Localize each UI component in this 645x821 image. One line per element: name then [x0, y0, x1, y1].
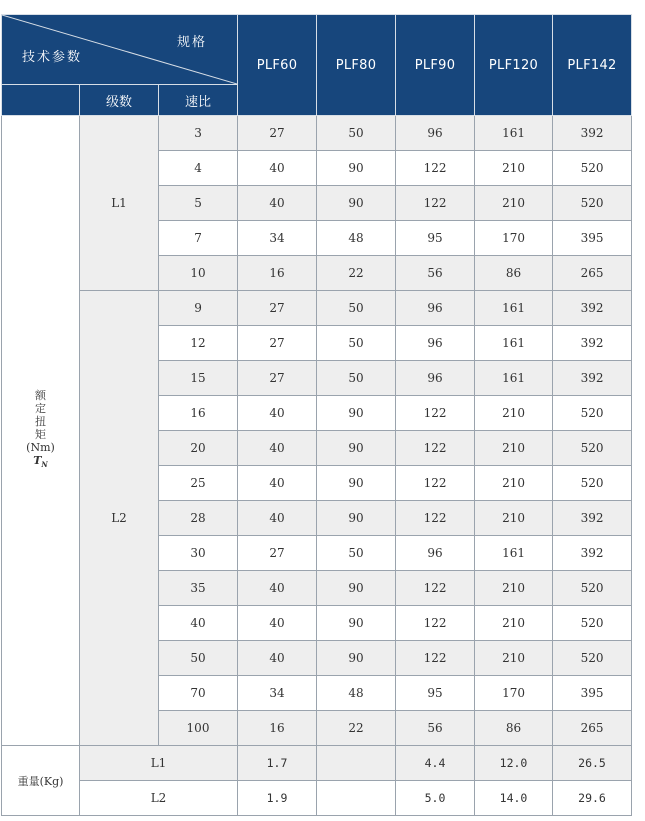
model-header-plf60: PLF60 [238, 15, 317, 116]
torque-value-cell: 50 [317, 116, 396, 151]
ratio-cell: 40 [159, 606, 238, 641]
torque-value-cell: 90 [317, 641, 396, 676]
ratio-cell: 28 [159, 501, 238, 536]
torque-value-cell: 122 [396, 186, 475, 221]
ratio-cell: 4 [159, 151, 238, 186]
stage-cell-l2: L2 [80, 291, 159, 746]
ratio-cell: 16 [159, 396, 238, 431]
torque-value-cell: 122 [396, 466, 475, 501]
weight-row [2, 781, 632, 816]
torque-value-cell: 170 [475, 676, 553, 711]
torque-value-cell: 122 [396, 641, 475, 676]
torque-value-cell: 161 [475, 326, 553, 361]
weight-value-cell: 1.9 [238, 781, 317, 816]
ratio-cell: 30 [159, 536, 238, 571]
torque-value-cell: 210 [475, 151, 553, 186]
torque-value-cell: 520 [553, 396, 632, 431]
torque-value-cell: 392 [553, 536, 632, 571]
table-row [2, 291, 632, 326]
weight-value-cell: 5.0 [396, 781, 475, 816]
torque-value-cell: 96 [396, 536, 475, 571]
ratio-cell: 3 [159, 116, 238, 151]
ratio-cell: 15 [159, 361, 238, 396]
torque-value-cell: 40 [238, 186, 317, 221]
torque-value-cell: 40 [238, 641, 317, 676]
torque-value-cell: 90 [317, 431, 396, 466]
weight-value-cell: 12.0 [475, 746, 553, 781]
torque-value-cell: 50 [317, 291, 396, 326]
torque-value-cell: 40 [238, 501, 317, 536]
weight-value-cell: 29.6 [553, 781, 632, 816]
ratio-cell: 5 [159, 186, 238, 221]
torque-value-cell: 16 [238, 256, 317, 291]
torque-value-cell: 27 [238, 536, 317, 571]
torque-value-cell: 27 [238, 361, 317, 396]
ratio-cell: 70 [159, 676, 238, 711]
torque-value-cell: 56 [396, 256, 475, 291]
torque-value-cell: 90 [317, 396, 396, 431]
ratio-header: 速比 [159, 85, 238, 116]
torque-value-cell: 392 [553, 291, 632, 326]
torque-value-cell: 56 [396, 711, 475, 746]
torque-unit: (Nm) [26, 441, 55, 455]
torque-value-cell: 90 [317, 186, 396, 221]
model-header-plf80: PLF80 [317, 15, 396, 116]
torque-value-cell: 95 [396, 676, 475, 711]
weight-value-cell: 14.0 [475, 781, 553, 816]
torque-value-cell: 40 [238, 571, 317, 606]
torque-value-cell: 95 [396, 221, 475, 256]
tech-params-label: 技术参数 [22, 50, 83, 65]
torque-value-cell: 96 [396, 116, 475, 151]
torque-value-cell: 161 [475, 361, 553, 396]
torque-value-cell: 90 [317, 571, 396, 606]
weight-value-cell: 4.4 [396, 746, 475, 781]
weight-value-cell [317, 781, 396, 816]
torque-value-cell: 395 [553, 221, 632, 256]
torque-value-cell: 34 [238, 221, 317, 256]
stage-cell-l1: L1 [80, 116, 159, 291]
torque-value-cell: 90 [317, 606, 396, 641]
header-corner-cell [2, 15, 238, 85]
spec-table [1, 14, 632, 816]
torque-value-cell: 96 [396, 291, 475, 326]
torque-value-cell: 50 [317, 361, 396, 396]
torque-value-cell: 40 [238, 431, 317, 466]
torque-value-cell: 122 [396, 606, 475, 641]
ratio-cell: 7 [159, 221, 238, 256]
ratio-cell: 50 [159, 641, 238, 676]
model-header-plf90: PLF90 [396, 15, 475, 116]
torque-value-cell: 122 [396, 501, 475, 536]
torque-value-cell: 210 [475, 431, 553, 466]
torque-value-cell: 22 [317, 711, 396, 746]
torque-value-cell: 40 [238, 466, 317, 501]
torque-value-cell: 520 [553, 186, 632, 221]
torque-value-cell: 210 [475, 466, 553, 501]
torque-value-cell: 210 [475, 501, 553, 536]
torque-value-cell: 210 [475, 606, 553, 641]
torque-value-cell: 265 [553, 256, 632, 291]
torque-value-cell: 520 [553, 151, 632, 186]
torque-value-cell: 210 [475, 571, 553, 606]
model-header-plf142: PLF142 [553, 15, 632, 116]
torque-value-cell: 90 [317, 466, 396, 501]
torque-value-cell: 50 [317, 326, 396, 361]
weight-stage-cell: L2 [80, 781, 238, 816]
torque-value-cell: 210 [475, 641, 553, 676]
torque-value-cell: 520 [553, 431, 632, 466]
torque-value-cell: 16 [238, 711, 317, 746]
torque-value-cell: 48 [317, 221, 396, 256]
torque-value-cell: 27 [238, 326, 317, 361]
rated-torque-char: 定 [35, 402, 46, 416]
rated-torque-char: 扭 [35, 415, 46, 429]
table-row [2, 116, 632, 151]
torque-value-cell: 40 [238, 151, 317, 186]
torque-value-cell: 86 [475, 711, 553, 746]
rated-torque-char: 额 [35, 389, 46, 403]
ratio-cell: 35 [159, 571, 238, 606]
rated-torque-char: 矩 [35, 428, 46, 442]
torque-value-cell: 392 [553, 326, 632, 361]
torque-value-cell: 27 [238, 116, 317, 151]
ratio-cell: 100 [159, 711, 238, 746]
weight-value-cell [317, 746, 396, 781]
torque-value-cell: 27 [238, 291, 317, 326]
torque-value-cell: 48 [317, 676, 396, 711]
torque-value-cell: 161 [475, 536, 553, 571]
torque-value-cell: 170 [475, 221, 553, 256]
ratio-cell: 10 [159, 256, 238, 291]
torque-value-cell: 392 [553, 116, 632, 151]
torque-value-cell: 520 [553, 641, 632, 676]
weight-label: 重量(Kg) [2, 746, 80, 816]
torque-symbol [2, 454, 79, 471]
header-blank-cell [2, 85, 80, 116]
torque-value-cell: 392 [553, 361, 632, 396]
torque-value-cell: 520 [553, 606, 632, 641]
torque-value-cell: 40 [238, 396, 317, 431]
spec-label: 规格 [177, 35, 208, 50]
torque-value-cell: 34 [238, 676, 317, 711]
torque-value-cell: 210 [475, 396, 553, 431]
torque-value-cell: 86 [475, 256, 553, 291]
torque-value-cell: 161 [475, 116, 553, 151]
torque-symbol-letter: T [33, 454, 42, 468]
weight-value-cell: 1.7 [238, 746, 317, 781]
torque-value-cell: 210 [475, 186, 553, 221]
weight-value-cell: 26.5 [553, 746, 632, 781]
weight-stage-cell: L1 [80, 746, 238, 781]
torque-value-cell: 161 [475, 291, 553, 326]
torque-value-cell: 90 [317, 501, 396, 536]
torque-value-cell: 122 [396, 571, 475, 606]
rated-torque-label [2, 116, 80, 746]
weight-row [2, 746, 632, 781]
torque-value-cell: 90 [317, 151, 396, 186]
ratio-cell: 12 [159, 326, 238, 361]
torque-value-cell: 520 [553, 466, 632, 501]
torque-value-cell: 122 [396, 396, 475, 431]
torque-value-cell: 392 [553, 501, 632, 536]
torque-value-cell: 395 [553, 676, 632, 711]
torque-value-cell: 122 [396, 151, 475, 186]
torque-value-cell: 96 [396, 326, 475, 361]
torque-value-cell: 265 [553, 711, 632, 746]
model-header-plf120: PLF120 [475, 15, 553, 116]
torque-value-cell: 520 [553, 571, 632, 606]
torque-symbol-subscript: N [41, 460, 48, 470]
torque-value-cell: 40 [238, 606, 317, 641]
torque-value-cell: 96 [396, 361, 475, 396]
torque-value-cell: 50 [317, 536, 396, 571]
torque-value-cell: 22 [317, 256, 396, 291]
ratio-cell: 25 [159, 466, 238, 501]
ratio-cell: 9 [159, 291, 238, 326]
ratio-cell: 20 [159, 431, 238, 466]
stage-header: 级数 [80, 85, 159, 116]
torque-value-cell: 122 [396, 431, 475, 466]
spec-table-body [2, 116, 632, 816]
